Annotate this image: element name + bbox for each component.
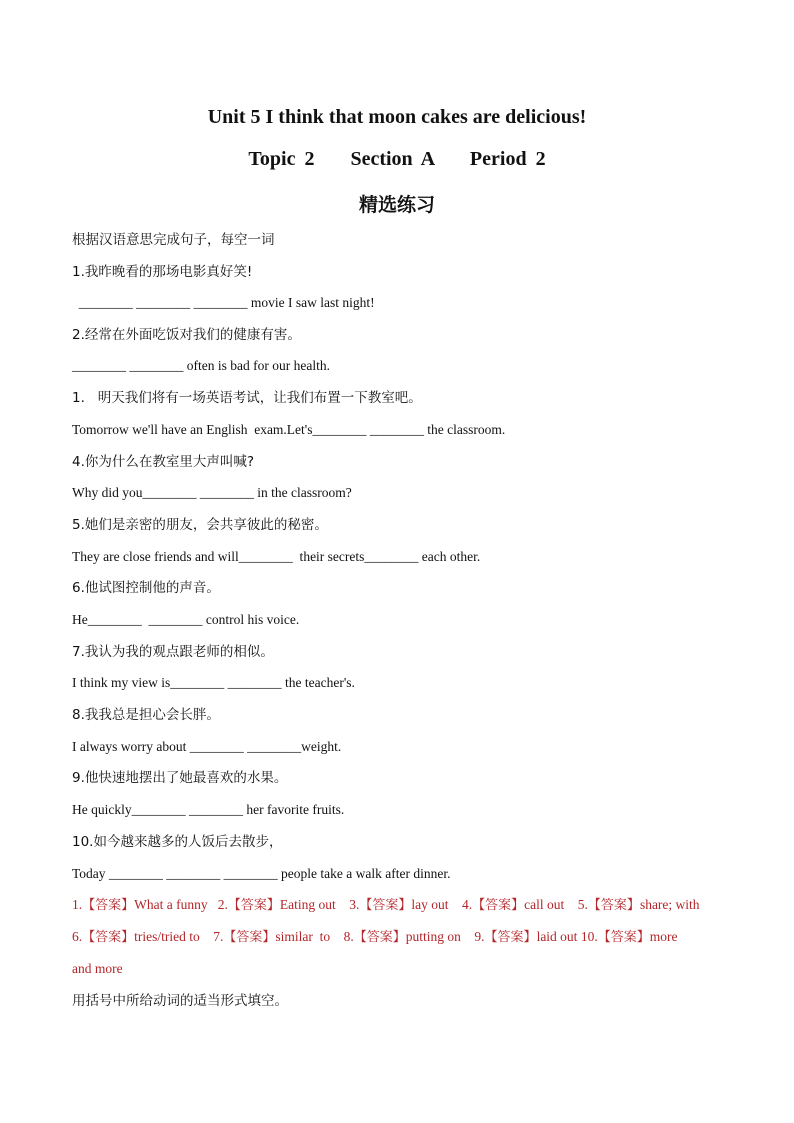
- answer-number: 7.: [213, 929, 224, 944]
- answer-bracket: 【答案】: [82, 930, 135, 945]
- unit-title: Unit 5 I think that moon cakes are delicious!: [207, 106, 587, 128]
- answer-line: [72, 895, 732, 916]
- answer-bracket: 【答案】: [359, 898, 412, 913]
- answer-bracket: 【答案】: [587, 898, 640, 913]
- answer-bracket: 【答案】: [597, 930, 650, 945]
- question-zh: 4.你为什么在教室里大声叫喊?: [72, 454, 255, 470]
- answer-text: putting on: [405, 929, 475, 944]
- answer-text: tries/tried to: [134, 929, 214, 944]
- answer-text: call out: [524, 897, 578, 912]
- answer-bracket: 【答案】: [227, 898, 280, 913]
- answer-text: share; with: [639, 897, 700, 912]
- question-zh: 7.我认为我的观点跟老师的相似。: [72, 644, 274, 660]
- instruction-part2: 用括号中所给动词的适当形式填空。: [72, 993, 288, 1009]
- question-zh: 1.我昨晚看的那场电影真好笑!: [72, 264, 253, 280]
- answer-bracket: 【答案】: [484, 930, 537, 945]
- question-en: ________ ________ often is bad for our health.: [72, 358, 330, 373]
- answer-number: 1.: [72, 897, 83, 912]
- answer-number: 2.: [217, 897, 228, 912]
- answer-number: 10.: [580, 929, 598, 944]
- question-en: I always worry about ________ ________weight.: [72, 739, 342, 754]
- instruction-part1: 根据汉语意思完成句子，每空一词: [72, 232, 275, 248]
- question-zh: 6.他试图控制他的声音。: [72, 580, 220, 596]
- answer-text: more: [649, 929, 678, 944]
- question-en: He quickly________ ________ her favorite fruits.: [72, 802, 345, 817]
- question-en: ________ ________ ________ movie I saw last night!: [72, 295, 375, 310]
- question-zh: 1. 明天我们将有一场英语考试，让我们布置一下教室吧。: [72, 390, 422, 406]
- answer-number: 5.: [577, 897, 588, 912]
- topic-title: Topic 2 Section A Period 2: [248, 148, 546, 170]
- answer-bracket: 【答案】: [472, 898, 525, 913]
- answer-number: 9.: [474, 929, 485, 944]
- answer-bracket: 【答案】: [353, 930, 406, 945]
- answer-text: What a funny: [134, 897, 218, 912]
- answer-bracket: 【答案】: [223, 930, 276, 945]
- question-en: I think my view is________ ________ the teacher's.: [72, 675, 355, 690]
- answer-line: [72, 927, 732, 948]
- answer-number: 4.: [462, 897, 473, 912]
- question-en: He________ ________ control his voice.: [72, 612, 300, 627]
- question-en: Today ________ ________ ________ people take a walk after dinner.: [72, 866, 451, 881]
- question-zh: 10.如今越来越多的人饭后去散步，: [72, 834, 283, 850]
- answer-line-continued: and more: [72, 961, 123, 976]
- answer-text: lay out: [411, 897, 463, 912]
- subtitle: 精选练习: [358, 194, 435, 216]
- question-zh: 9.他快速地摆出了她最喜欢的水果。: [72, 770, 288, 786]
- answer-text: laid out: [536, 929, 581, 944]
- answer-number: 8.: [343, 929, 354, 944]
- question-zh: 5.她们是亲密的朋友，会共享彼此的秘密。: [72, 517, 328, 533]
- question-zh: 2.经常在外面吃饭对我们的健康有害。: [72, 327, 301, 343]
- answer-text: similar to: [275, 929, 344, 944]
- answer-bracket: 【答案】: [82, 898, 135, 913]
- question-en: Why did you________ ________ in the classroom?: [72, 485, 352, 500]
- answer-number: 6.: [72, 929, 83, 944]
- question-zh: 8.我我总是担心会长胖。: [72, 707, 220, 723]
- question-en: Tomorrow we'll have an English exam.Let's________ ________ the classroom.: [72, 422, 506, 437]
- answer-text: Eating out: [279, 897, 350, 912]
- answer-number: 3.: [349, 897, 360, 912]
- question-en: They are close friends and will________ their secrets________ each other.: [72, 549, 481, 564]
